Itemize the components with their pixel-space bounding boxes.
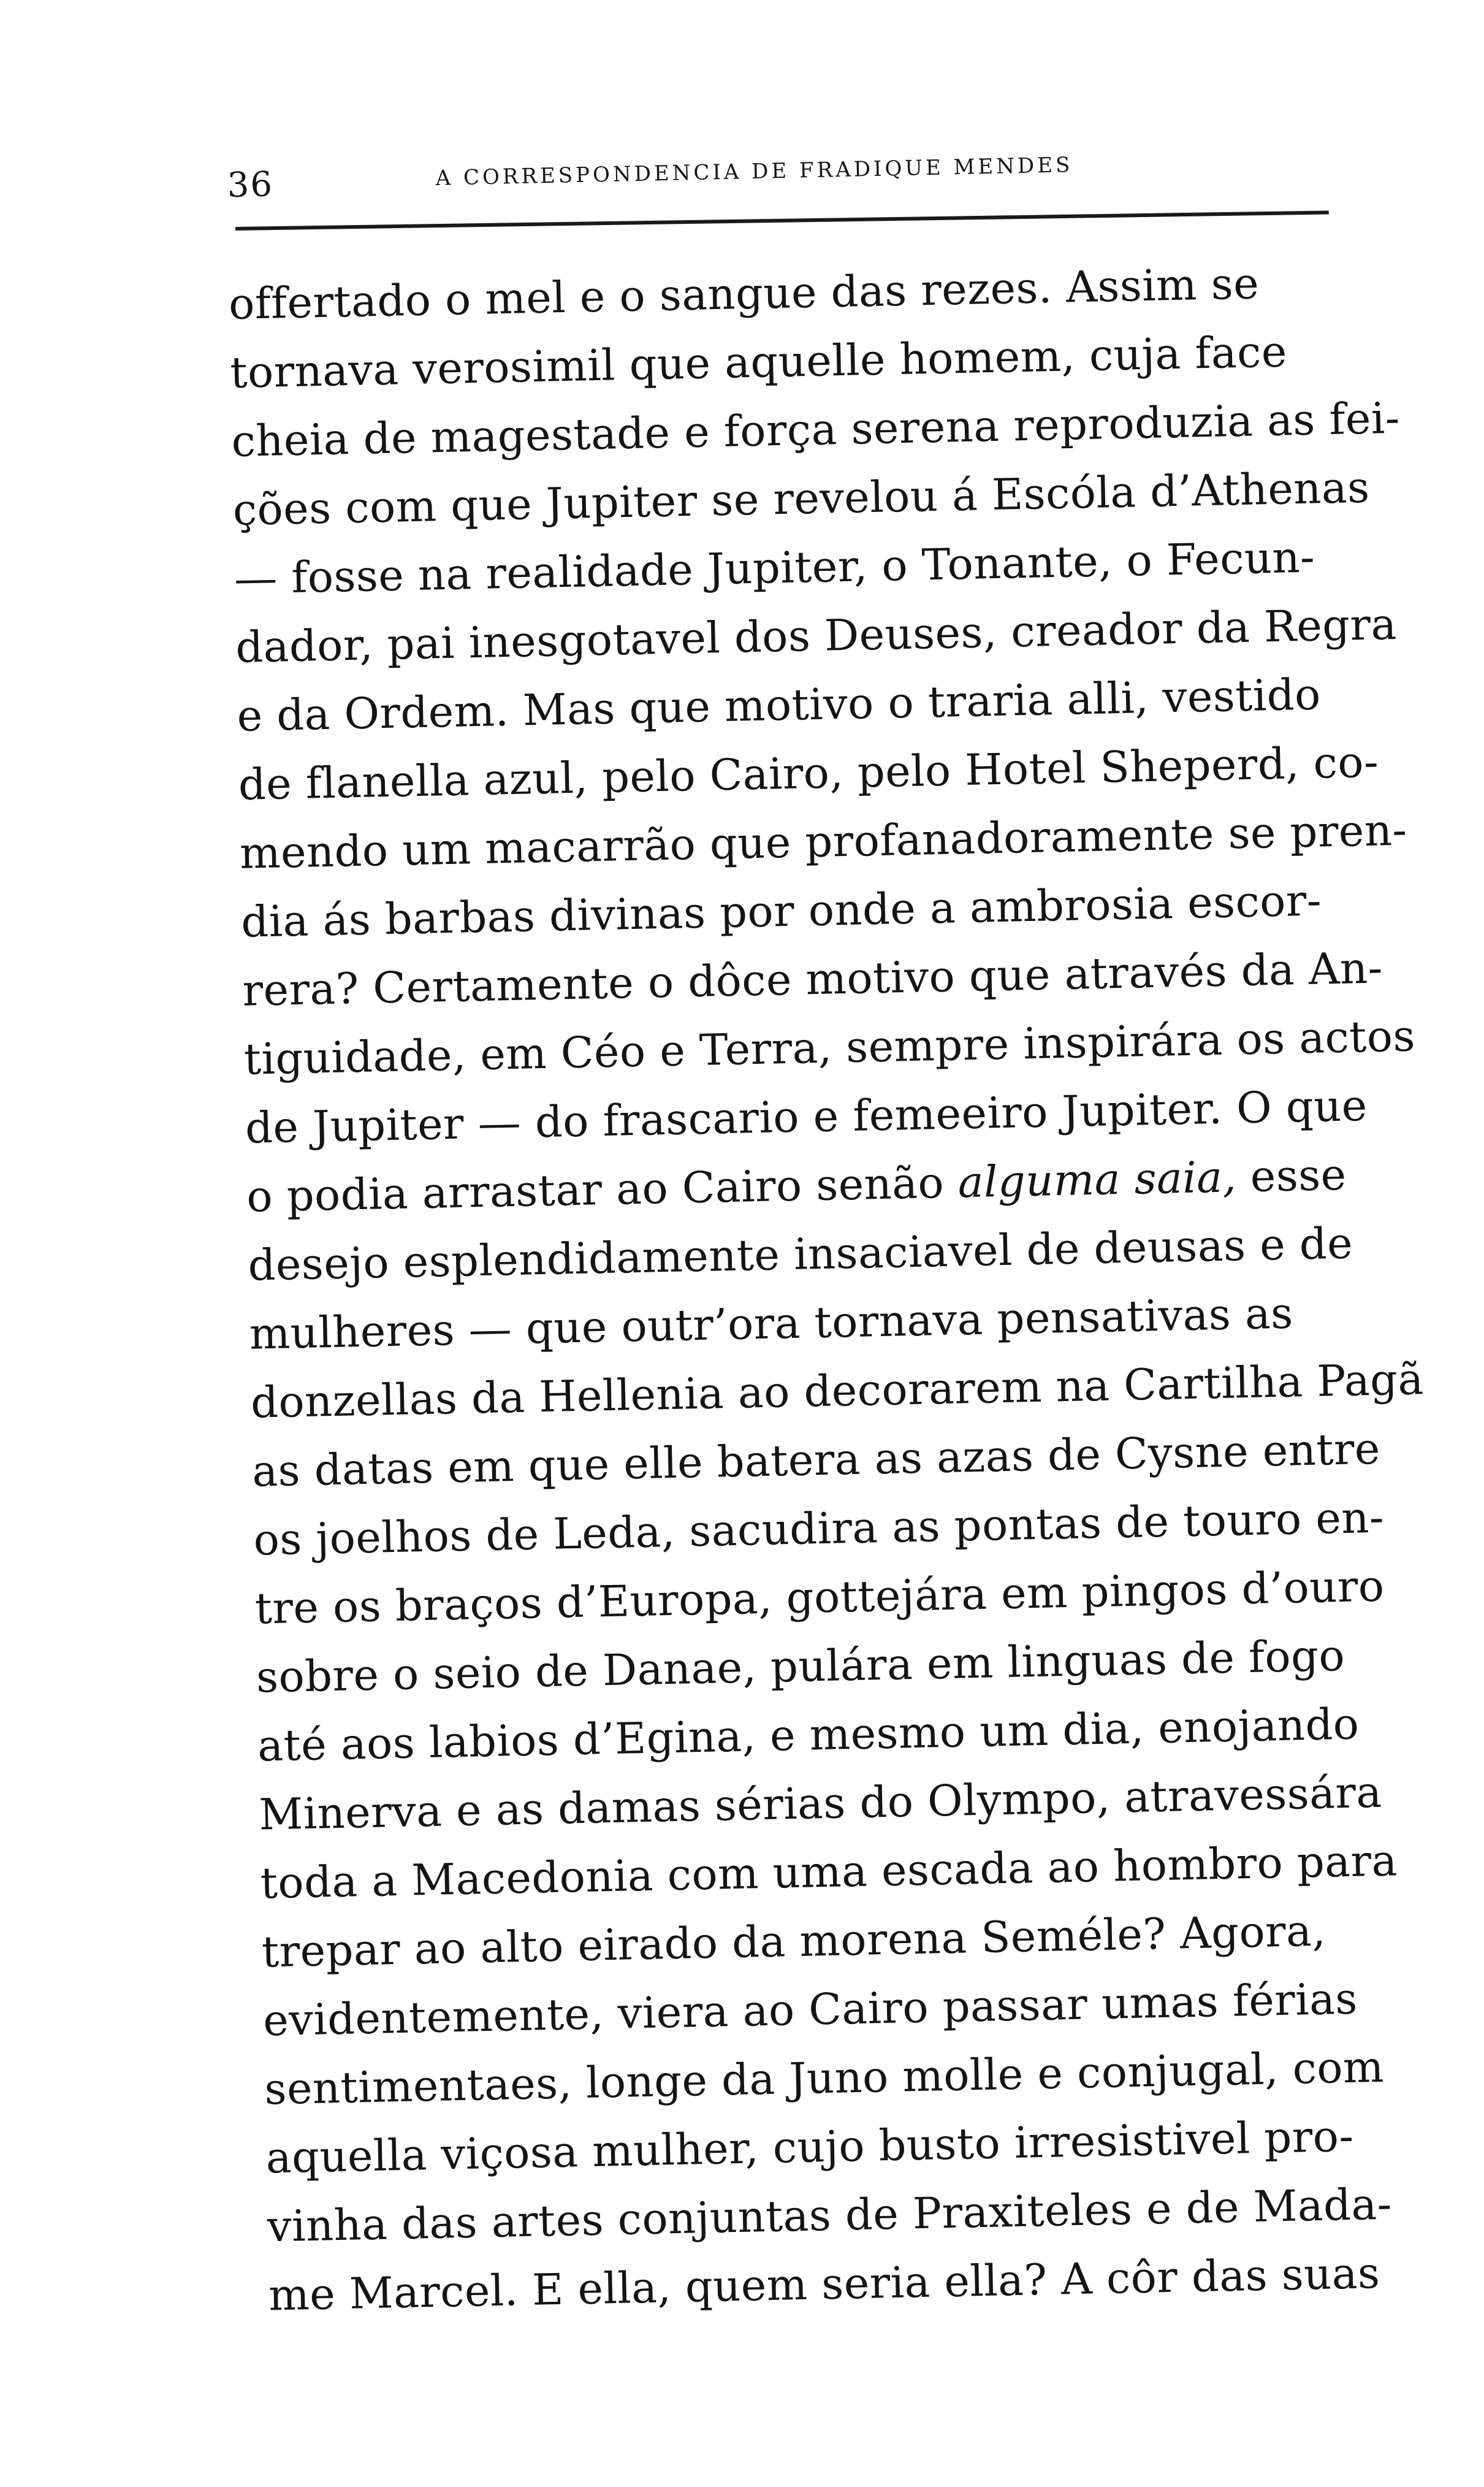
text-line: rera? Certamente o dôce motivo que através da An- [242, 942, 1383, 1016]
text-line: offertado o mel e o sangue das rezes. Assim se [228, 258, 1260, 329]
text-line: dador, pai inesgotavel dos Deuses, creador da Regra [235, 598, 1398, 673]
running-head [226, 82, 1318, 205]
text-line: e da Ordem. Mas que motivo o traria alli, vestido [236, 669, 1322, 741]
text-line: de Jupiter — do frascario e femeeiro Jupiter. O que [245, 1080, 1368, 1153]
text-line: — fosse na realidade Jupiter, o Tonante, o Fecun- [234, 532, 1315, 604]
text-line: mendo um macarrão que profanadoramente se pren- [239, 804, 1408, 879]
text-line: aquella viçosa mulher, cujo busto irresistivel pro- [265, 2111, 1355, 2183]
text-line: evidentemente, viera ao Cairo passar umas férias [262, 1973, 1358, 2046]
text-line: vinha das artes conjuntas de Praxiteles e de Mada- [267, 2179, 1393, 2252]
italic-phrase: alguma saia, [957, 1152, 1237, 1208]
text-line-end: esse [1236, 1149, 1347, 1202]
text-line: desejo esplendidamente insaciavel de deusas e de [247, 1218, 1353, 1291]
text-line: sobre o seio de Danae, pulára em linguas de fogo [256, 1630, 1345, 1703]
text-line: tornava verosimil que aquelle homem, cuja face [229, 326, 1288, 398]
text-line: os joelhos de Leda, sacudira as pontas de touro en- [253, 1492, 1385, 1565]
text-line: Minerva e as damas sérias do Olympo, atravessára [258, 1767, 1383, 1840]
text-line: tiguidade, em Céo e Terra, sempre inspirára os actos [243, 1010, 1416, 1085]
text-line: trepar ao alto eirado da morena Seméle? Agora, [261, 1905, 1326, 1977]
text-line: toda a Macedonia com uma escada ao hombro para [260, 1835, 1398, 1909]
text-line: mulheres — que outr’ora tornava pensativas as [249, 1288, 1294, 1359]
text-line: tre os braços d’Europa, gottejára em pingos d’ouro [254, 1561, 1385, 1634]
text-line: ções com que Jupiter se revelou á Escóla d’Athenas [232, 462, 1371, 535]
text-line-start: o podia arrastar ao Cairo senão [246, 1157, 959, 1222]
text-line: donzellas da Hellenia ao decorarem na Cartilha Pagã [250, 1354, 1425, 1428]
text-line: de flanella azul, pelo Cairo, pelo Hotel Sheperd, co- [238, 736, 1379, 810]
body-text [228, 246, 1425, 2329]
running-title: A CORRESPONDENCIA DE FRADIQUE MENDES [435, 153, 1073, 191]
text-line: me Marcel. E ella, quem seria ella? A côr das suas [268, 2247, 1381, 2321]
text-line: cheia de magestade e força serena reproduzia as fei- [230, 392, 1401, 467]
page-number: 36 [227, 164, 274, 205]
text-line: dia ás barbas divinas por onde a ambrosia escor- [240, 875, 1322, 947]
text-line: sentimentaes, longe da Juno molle e conjugal, com [264, 2041, 1385, 2115]
text-line: até aos labios d’Egina, e mesmo um dia, enojando [257, 1698, 1360, 1771]
text-line: as datas em que elle batera as azas de Cysne entre [251, 1423, 1381, 1497]
header-rule [235, 211, 1329, 231]
